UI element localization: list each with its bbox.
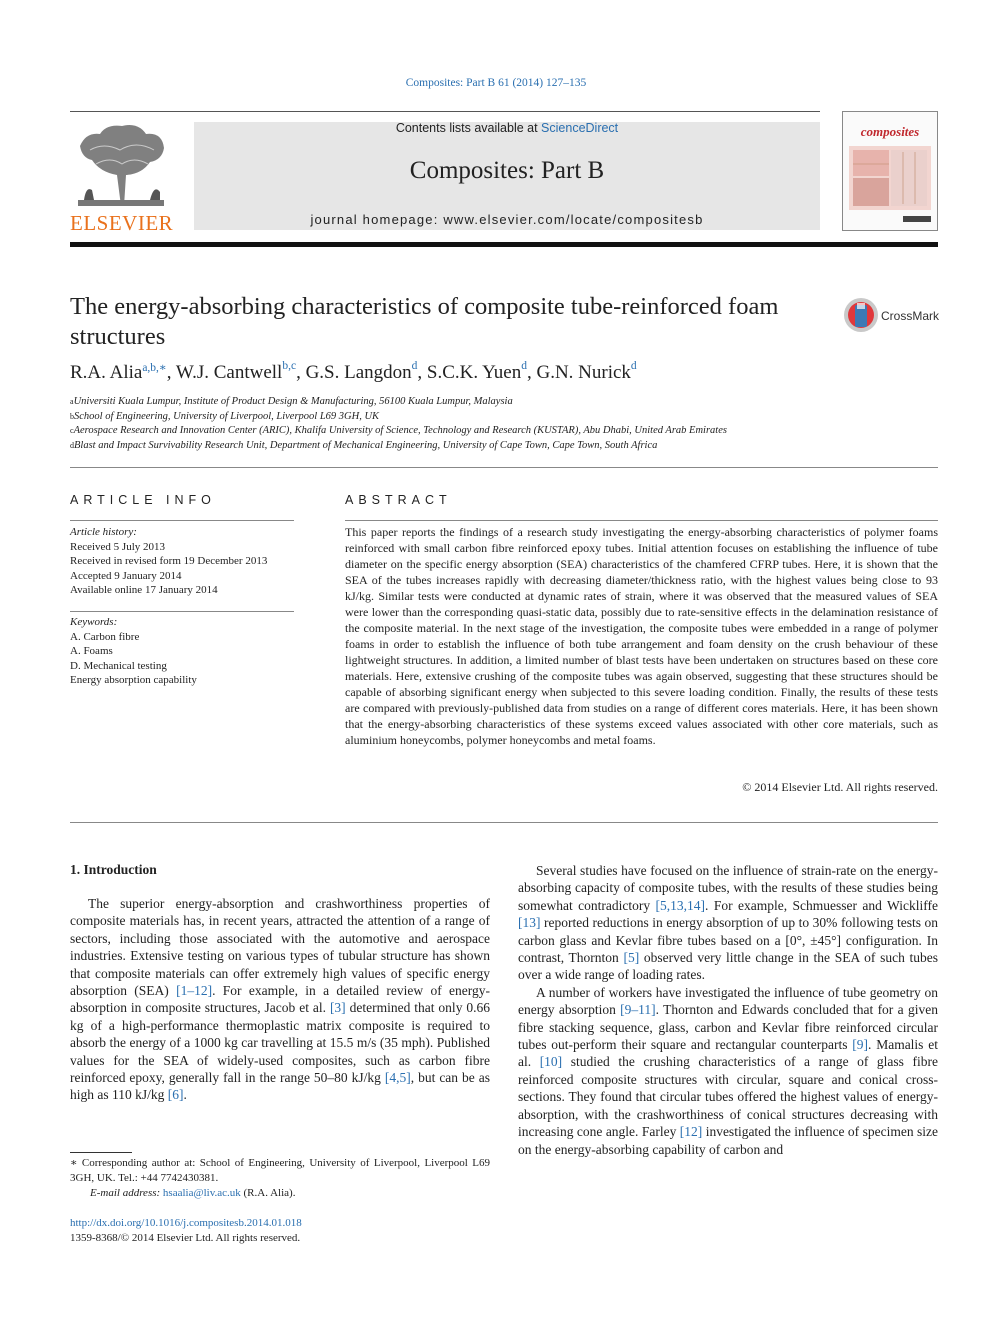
revised-date: Received in revised form 19 December 2013 xyxy=(70,555,268,567)
keyword-item: D. Mechanical testing xyxy=(70,659,167,672)
body-paragraph xyxy=(70,895,490,1104)
online-date: Available online 17 January 2014 xyxy=(70,584,218,596)
abstract-divider xyxy=(345,520,938,521)
abstract-heading: ABSTRACT xyxy=(345,493,452,507)
corresponding-author-note: ∗ Corresponding author at: School of Engineering, University of Liverpool, Liverpool L69 3GH, UK. Tel.: +44 7742430381. xyxy=(70,1157,490,1184)
affiliation-item: $^d$Blast and Impact Survivability Research Unit, Department of Mechanical Engineering, University of Cape Town, Cape Town, South Africa xyxy=(70,439,658,451)
sciencedirect-link[interactable]: ScienceDirect xyxy=(541,121,619,135)
citation-reference-link[interactable]: [1–12] xyxy=(176,983,213,999)
affiliation-divider xyxy=(70,467,938,468)
keyword-item: A. Foams xyxy=(70,645,113,657)
author-affiliation-marker[interactable]: d xyxy=(630,360,637,372)
citation-reference-link[interactable]: [4,5] xyxy=(384,1070,411,1086)
citation-reference-link[interactable]: [12] xyxy=(679,1124,703,1140)
body-column-right xyxy=(518,862,938,1158)
publisher-wordmark: ELSEVIER xyxy=(70,211,174,235)
citation-reference-link[interactable]: [5,13,14] xyxy=(655,897,706,913)
section-heading: 1. Introduction xyxy=(70,862,157,877)
keyword-item: Energy absorption capability xyxy=(70,674,197,686)
body-text-run: determined that only 0.66 kg of a high-performance thermoplastic matrix composite is required to absorb the energy of a 1000 kg car travelling at 15.5 m/s (35 mph). Published values for the SEA of widely-used composites, such as carbon fibre reinforced epoxy, generally fall in the range 50–80 kJ/kg xyxy=(70,1000,490,1086)
issn-copyright: 1359-8368/© 2014 Elsevier Ltd. All rights reserved. xyxy=(70,1232,301,1244)
body-column-left xyxy=(70,895,490,1104)
affiliation-item: $^c$Aerospace Research and Innovation Center (ARIC), Khalifa University of Science, Technology and Research (KUSTAR), Abu Dhabi, United Arab Emirates xyxy=(70,425,727,436)
body-text-run: . For example, Schmuesser and Wickliffe xyxy=(705,897,938,913)
journal-homepage[interactable]: journal homepage: www.elsevier.com/locate/compositesb xyxy=(310,212,704,227)
body-text-run: . For example, in a detailed review of energy-absorption in composite structures, Jacob et al. xyxy=(70,983,490,1016)
citation-reference-link[interactable]: [10] xyxy=(539,1054,563,1070)
author-name: R.A. Alia xyxy=(70,362,143,383)
email-label: E-mail address: xyxy=(90,1187,163,1199)
body-text-run: , but can be as high as 110 kJ/kg xyxy=(70,1070,490,1103)
affiliation-item: $^b$School of Engineering, University of Liverpool, Liverpool L69 3GH, UK xyxy=(70,410,380,422)
corresponding-footnote xyxy=(70,1156,490,1201)
email-suffix: (R.A. Alia). xyxy=(240,1187,296,1199)
citation-reference-link[interactable]: [3] xyxy=(329,1000,346,1016)
author-affiliation-marker[interactable]: b,c xyxy=(282,360,297,372)
keywords xyxy=(70,615,294,688)
citation-reference-link[interactable]: [13] xyxy=(518,915,541,931)
journal-citation-link[interactable]: Composites: Part B 61 (2014) 127–135 xyxy=(405,77,587,89)
doi-link[interactable]: http://dx.doi.org/10.1016/j.compositesb.2014.01.018 xyxy=(70,1217,302,1229)
body-text-run: Several studies have focused on the influence of strain-rate on the energy-absorbing capacity of composite tubes, with the results of these studies being somewhat contradictory xyxy=(518,863,938,913)
body-text-run: . xyxy=(183,1087,187,1103)
info-divider xyxy=(70,520,294,521)
body-text-run: . Mamalis et al. xyxy=(518,1037,938,1070)
body-text-run: studied the crushing characteristics of a range of glass fibre reinforced composite structures with circular, square and conical cross-sections. They found that circular tubes offered the highest values of energy-absorption, with the crashworthiness of conical structures decreasing with increasing cone angle. Farley xyxy=(518,1054,938,1140)
email-link[interactable]: hsaalia@liv.ac.uk xyxy=(162,1187,241,1199)
crossmark-label[interactable]: CrossMark xyxy=(881,309,940,323)
author-name: W.J. Cantwell xyxy=(175,362,283,383)
abstract-text: This paper reports the findings of a research study investigating the energy-absorbing characteristics of polymer foams reinforced with small carbon fibre reinforced epoxy tubes. Initial attention focuses on establishing the influence of tube diameter on the specific energy absorption (SEA) characteristics of the chamfered CFRP tubes. Here, it is shown that the SEA of the tubes increases rapidly with decreasing diameter/thickness ratio, with the highest values being close to 93 kJ/kg. Similar tests were conducted at dynamic rates of strain, where it was observed that the measured values of SEA were lower than the corresponding quasi-static data, possibly due to rate-sensitive effects in the delamination resistance of the composite material. In the next stage of the investigation, the composite tubes were embedded in a range of polymer foams in order to establish the influence of both tube arrangement and foam density on the crush behaviour of these lightweight structures. In addition, a limited number of blast tests have been undertaken on structures based on these core materials. Here, extensive crushing of the composite tubes was again observed, suggesting that these structures should be capable of absorbing significant energy when subjected to this severe loading condition. Finally, the results of these tests are compared with previously-published data from studies on a range of different cores materials. Here, it has been shown that the energy-absorbing characteristics of these systems exceed values associated with other core materials, such as aluminium honeycombs, polymer honeycombs and metal foams. xyxy=(345,525,938,747)
body-text-run: A number of workers have investigated the influence of tube geometry on energy absorption xyxy=(518,984,938,1018)
keywords-label: Keywords: xyxy=(70,616,118,628)
keywords-divider xyxy=(70,611,294,612)
body-paragraph xyxy=(518,862,938,984)
body-text-run: observed very little change in the SEA of such tubes over a wide range of loading rates. xyxy=(518,950,939,983)
citation-reference-link[interactable]: [6] xyxy=(167,1087,184,1103)
doi-block xyxy=(70,1216,490,1246)
author-list: R.A. Alia$^{a,b,∗}$, W.J. Cantwell$^{b,c}$, G.S. Langdon$^d$, S.C.K. Yuen$^d$, G.N. Nurick$^d$ xyxy=(70,360,637,383)
body-text-run: reported reductions in energy absorption of up to 30% following tests on carbon glass and Kevlar fibre tubes based on a [0°, ±45°] configuration. In contrast, Thornton xyxy=(518,915,938,966)
accepted-date: Accepted 9 January 2014 xyxy=(70,569,182,582)
article-title: The energy-absorbing characteristics of composite tube-reinforced foam structures xyxy=(70,293,779,350)
affiliation-item: $^a$Universiti Kuala Lumpur, Institute of Product Design & Manufacturing, 56100 Kuala Lumpur, Malaysia xyxy=(70,396,513,407)
journal-name: Composites: Part B xyxy=(409,157,605,184)
author-affiliation-marker[interactable]: d xyxy=(521,360,527,372)
body-text-run: The superior energy-absorption and crashworthiness properties of composite materials has, in recent years, attracted the attention of a range of sectors, including those associated with the automotive and aerospace industries. Extensive testing on various types of tubular structure has shown that composite materials can offer extremely high values of specific energy absorption (SEA) xyxy=(70,896,490,999)
contents-line xyxy=(194,121,820,135)
abstract-copyright: © 2014 Elsevier Ltd. All rights reserved. xyxy=(742,780,938,794)
header-divider xyxy=(70,111,820,112)
email-line xyxy=(70,1186,490,1201)
author-name: G.N. Nurick xyxy=(536,362,631,383)
citation-reference-link[interactable]: [5] xyxy=(623,950,640,966)
footnote-rule xyxy=(70,1152,132,1153)
author-affiliation-marker[interactable]: d xyxy=(411,360,418,372)
body-paragraph xyxy=(518,984,938,1158)
keyword-item: A. Carbon fibre xyxy=(70,630,140,643)
article-info-heading: ARTICLE INFO xyxy=(70,493,216,507)
header-thick-rule xyxy=(70,242,938,247)
body-text-run: investigated the influence of specimen size on the energy-absorbing capability of carbon and xyxy=(518,1124,938,1157)
history-label: Article history: xyxy=(70,526,137,538)
article-history xyxy=(70,525,294,598)
cover-title: composites xyxy=(860,124,920,139)
author-name: S.C.K. Yuen xyxy=(426,362,522,383)
body-text-run: . Thornton and Edwards concluded that for a given fibre stacking sequence, glass, carbon and Kevlar fibre reinforced circular tubes out-perform their square and rectangular counterparts xyxy=(518,1002,938,1053)
author-affiliation-marker[interactable]: a,b,∗ xyxy=(142,362,167,374)
abstract-bottom-divider xyxy=(70,822,938,823)
affiliations xyxy=(70,395,930,453)
contents-prefix: Contents lists available at xyxy=(395,121,542,135)
author-name: G.S. Langdon xyxy=(305,362,412,383)
received-date: Received 5 July 2013 xyxy=(70,540,166,553)
citation-reference-link[interactable]: [9] xyxy=(852,1037,869,1053)
citation-reference-link[interactable]: [9–11] xyxy=(620,1002,656,1018)
